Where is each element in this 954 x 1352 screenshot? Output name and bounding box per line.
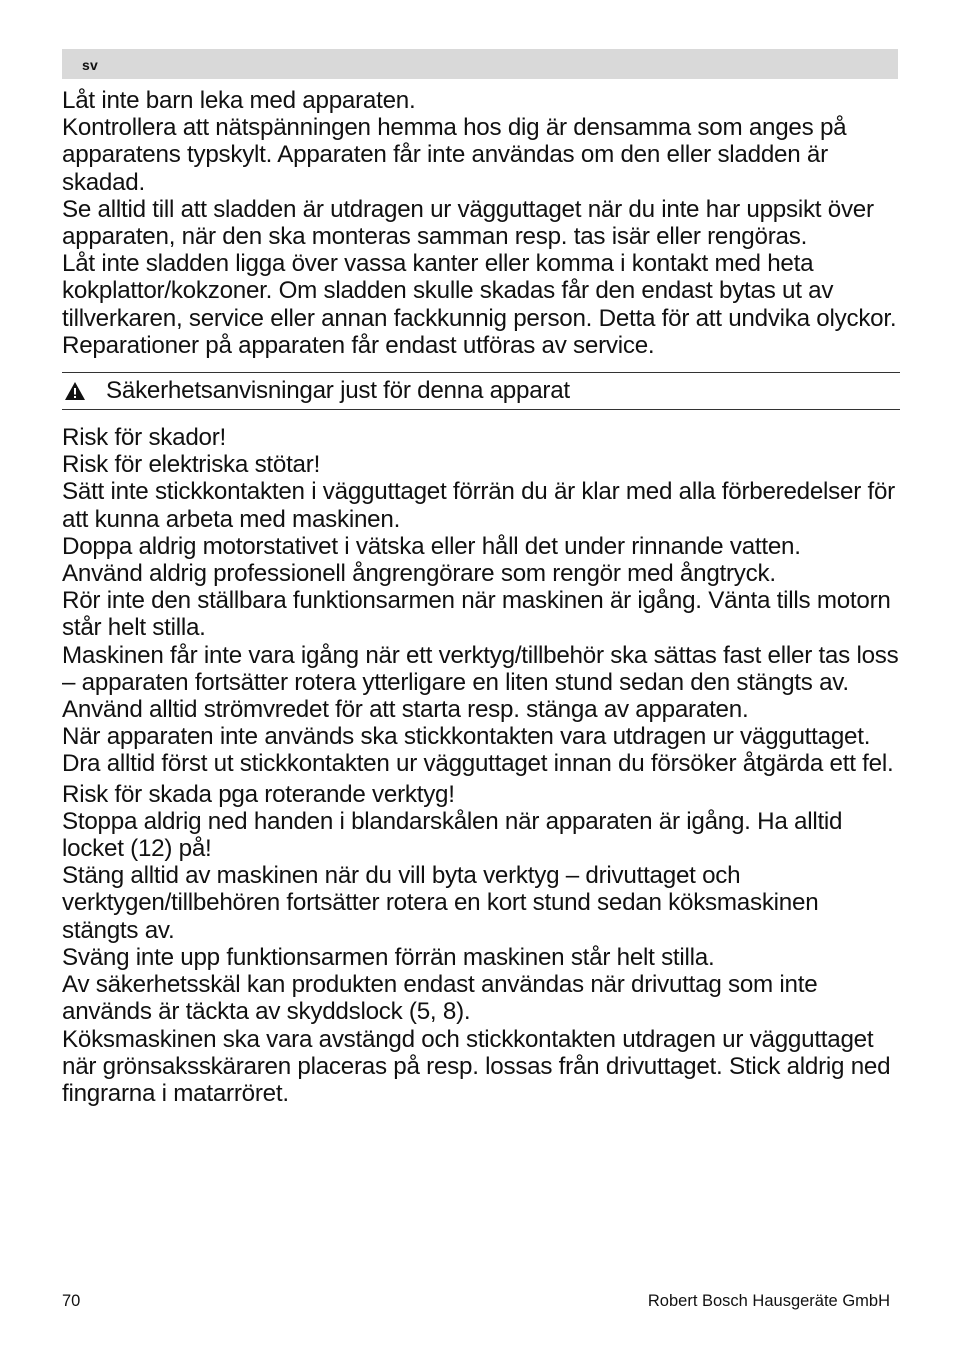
risk-paragraph: Sväng inte upp funktionsarmen förrän maskinen står helt stilla.: [62, 943, 715, 971]
safety-section-heading: [62, 372, 900, 410]
risk-paragraph: Maskinen får inte vara igång när ett verktyg/tillbehör ska sättas fast eller tas loss – apparaten fortsätter rotera ytterligare en liten stund sedan den stängts av.: [62, 641, 899, 696]
footer-company: Robert Bosch Hausgeräte GmbH: [647, 1292, 890, 1310]
intro-paragraph: Låt inte barn leka med apparaten.: [62, 87, 416, 114]
intro-paragraph: Låt inte sladden ligga över vassa kanter eller komma i kontakt med heta kokplattor/kokzoner. Om sladden skulle skadas får den endast bytas ut av tillverkaren, service eller annan fackkunnig person. Detta för att undvika olyckor.: [62, 250, 897, 332]
risk-paragraph: När apparaten inte används ska stickkontakten vara utdragen ur vägguttaget.: [62, 723, 871, 751]
risk-paragraph: Rör inte den ställbara funktionsarmen när maskinen är igång. Vänta tills motorn står helt stilla.: [62, 587, 891, 642]
document-body: [62, 87, 900, 1107]
section-heading-text: Säkerhetsanvisningar just för denna apparat: [106, 377, 570, 405]
risk-paragraph: Av säkerhetsskäl kan produkten endast användas när drivuttag som inte används är täckta av skyddslock (5, 8).: [62, 971, 818, 1026]
risk-paragraph: Använd alltid strömvredet för att starta resp. stänga av apparaten.: [62, 696, 749, 724]
risk-paragraph: Använd aldrig professionell ångrengörare som rengör med ångtryck.: [62, 560, 776, 588]
risk-paragraph: Stoppa aldrig ned handen i blandarskålen när apparaten är igång. Ha alltid locket (12) på!: [62, 807, 843, 863]
language-code: sv: [82, 57, 98, 73]
intro-paragraph: Se alltid till att sladden är utdragen ur vägguttaget när du inte har uppsikt över apparaten, när den ska monteras samman resp. tas isär eller rengöras.: [62, 195, 874, 251]
risk-paragraph: Köksmaskinen ska vara avstängd och stickkontakten utdragen ur vägguttaget när grönsaksskäraren placeras på resp. lossas från drivuttaget. Stick aldrig ned fingrarna i matarröret.: [62, 1025, 891, 1107]
risk-block-injury: [62, 424, 900, 778]
intro-paragraph: Kontrollera att nätspänningen hemma hos dig är densamma som anges på apparatens typskylt. Apparaten får inte användas om den eller sladden är skadad.: [62, 114, 847, 196]
language-header-bar: [62, 49, 898, 79]
risk-paragraph: Stäng alltid av maskinen när du vill byta verktyg – drivuttaget och verktygen/tillbehören fortsätter rotera en kort stund sedan köksmaskinen stängts av.: [62, 862, 819, 944]
risk-title: Risk för skada pga roterande verktyg!: [62, 780, 455, 808]
risk-paragraph: Doppa aldrig motorstativet i vätska eller håll det under rinnande vatten.: [62, 532, 801, 560]
intro-paragraph: Reparationer på apparaten får endast utföras av service.: [62, 331, 655, 359]
risk-block-rotating-tools: [62, 781, 900, 1107]
risk-title: Risk för skador!: [62, 424, 227, 452]
page-number: 70: [62, 1292, 81, 1310]
risk-paragraph: Sätt inte stickkontakten i vägguttaget förrän du är klar med alla förberedelser för att kunna arbeta med maskinen.: [62, 478, 895, 533]
warning-triangle-icon: [64, 381, 86, 401]
risk-title: Risk för elektriska stötar!: [62, 451, 321, 479]
risk-paragraph: Dra alltid först ut stickkontakten ur vägguttaget innan du försöker åtgärda ett fel.: [62, 750, 894, 778]
